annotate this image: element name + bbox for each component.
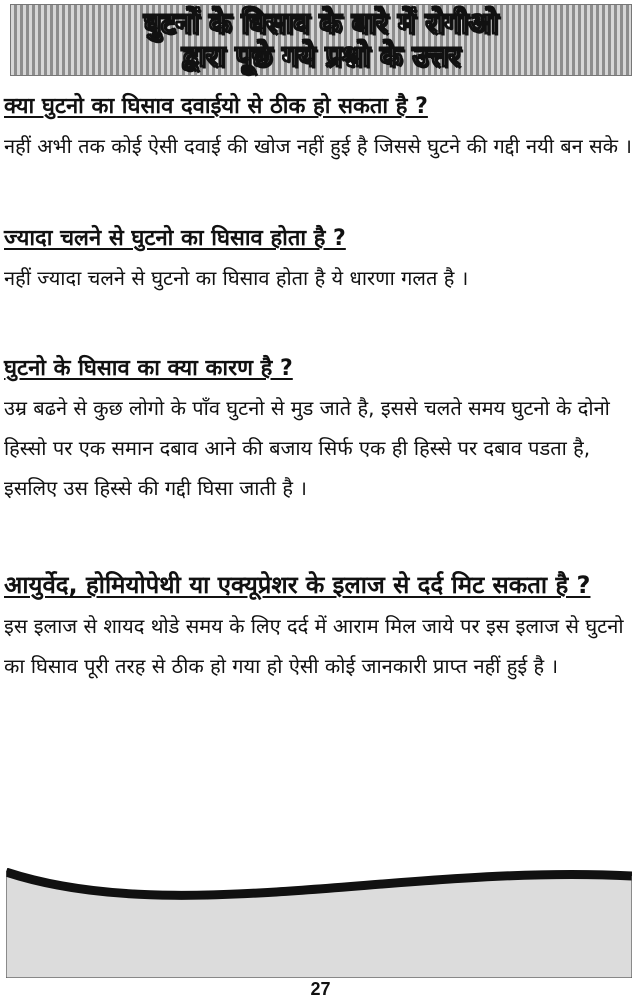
page-number: 27: [310, 979, 331, 999]
title-banner: [10, 4, 632, 76]
answer-3: उम्र बढने से कुछ लोगो के पाँव घुटनो से मुड जाते है, इससे चलते समय घुटनो के दोनो हिस्सो पर एक समान दबाव आने की बजाय सिर्फ एक ही हिस्से पर दबाव पडता है, इसलिए उस हिस्से की गद्दी घिसा जाती है ।: [4, 396, 610, 500]
question-2: ज्यादा चलने से घुटनो का घिसाव होता है ?: [4, 226, 346, 251]
title-line-1: घुटनों के घिसाव के बारे में रोगीओ: [143, 6, 499, 40]
decorative-wave: [6, 868, 632, 978]
answer-1: नहीं अभी तक कोई ऐसी दवाई की खोज नहीं हुई है जिससे घुटने की गद्दी नयी बन सके ।: [4, 134, 632, 158]
qa-content: [4, 88, 637, 686]
qa-item-4: [4, 564, 637, 686]
question-1: क्या घुटनो का घिसाव दवाईयो से ठीक हो सकता है ?: [4, 94, 428, 119]
qa-item-3: [4, 350, 637, 508]
answer-4: इस इलाज से शायद थोडे समय के लिए दर्द में आराम मिल जाये पर इस इलाज से घुटनो का घिसाव पूरी तरह से ठीक हो गया हो ऐसी कोई जानकारी प्राप्त नहीं हुई है ।: [4, 614, 624, 678]
title-line-2: द्वारा पूछे गये प्रश्नो के उत्तर: [181, 39, 461, 73]
answer-2: नहीं ज्यादा चलने से घुटनो का घिसाव होता है ये धारणा गलत है ।: [4, 266, 469, 290]
qa-item-1: [4, 88, 637, 166]
qa-item-2: [4, 220, 637, 298]
question-4: आयुर्वेद, होमियोपेथी या एक्यूप्रेशर के इलाज से दर्द मिट सकता है ?: [4, 571, 591, 599]
question-3: घुटनो के घिसाव का क्या कारण है ?: [4, 356, 293, 381]
